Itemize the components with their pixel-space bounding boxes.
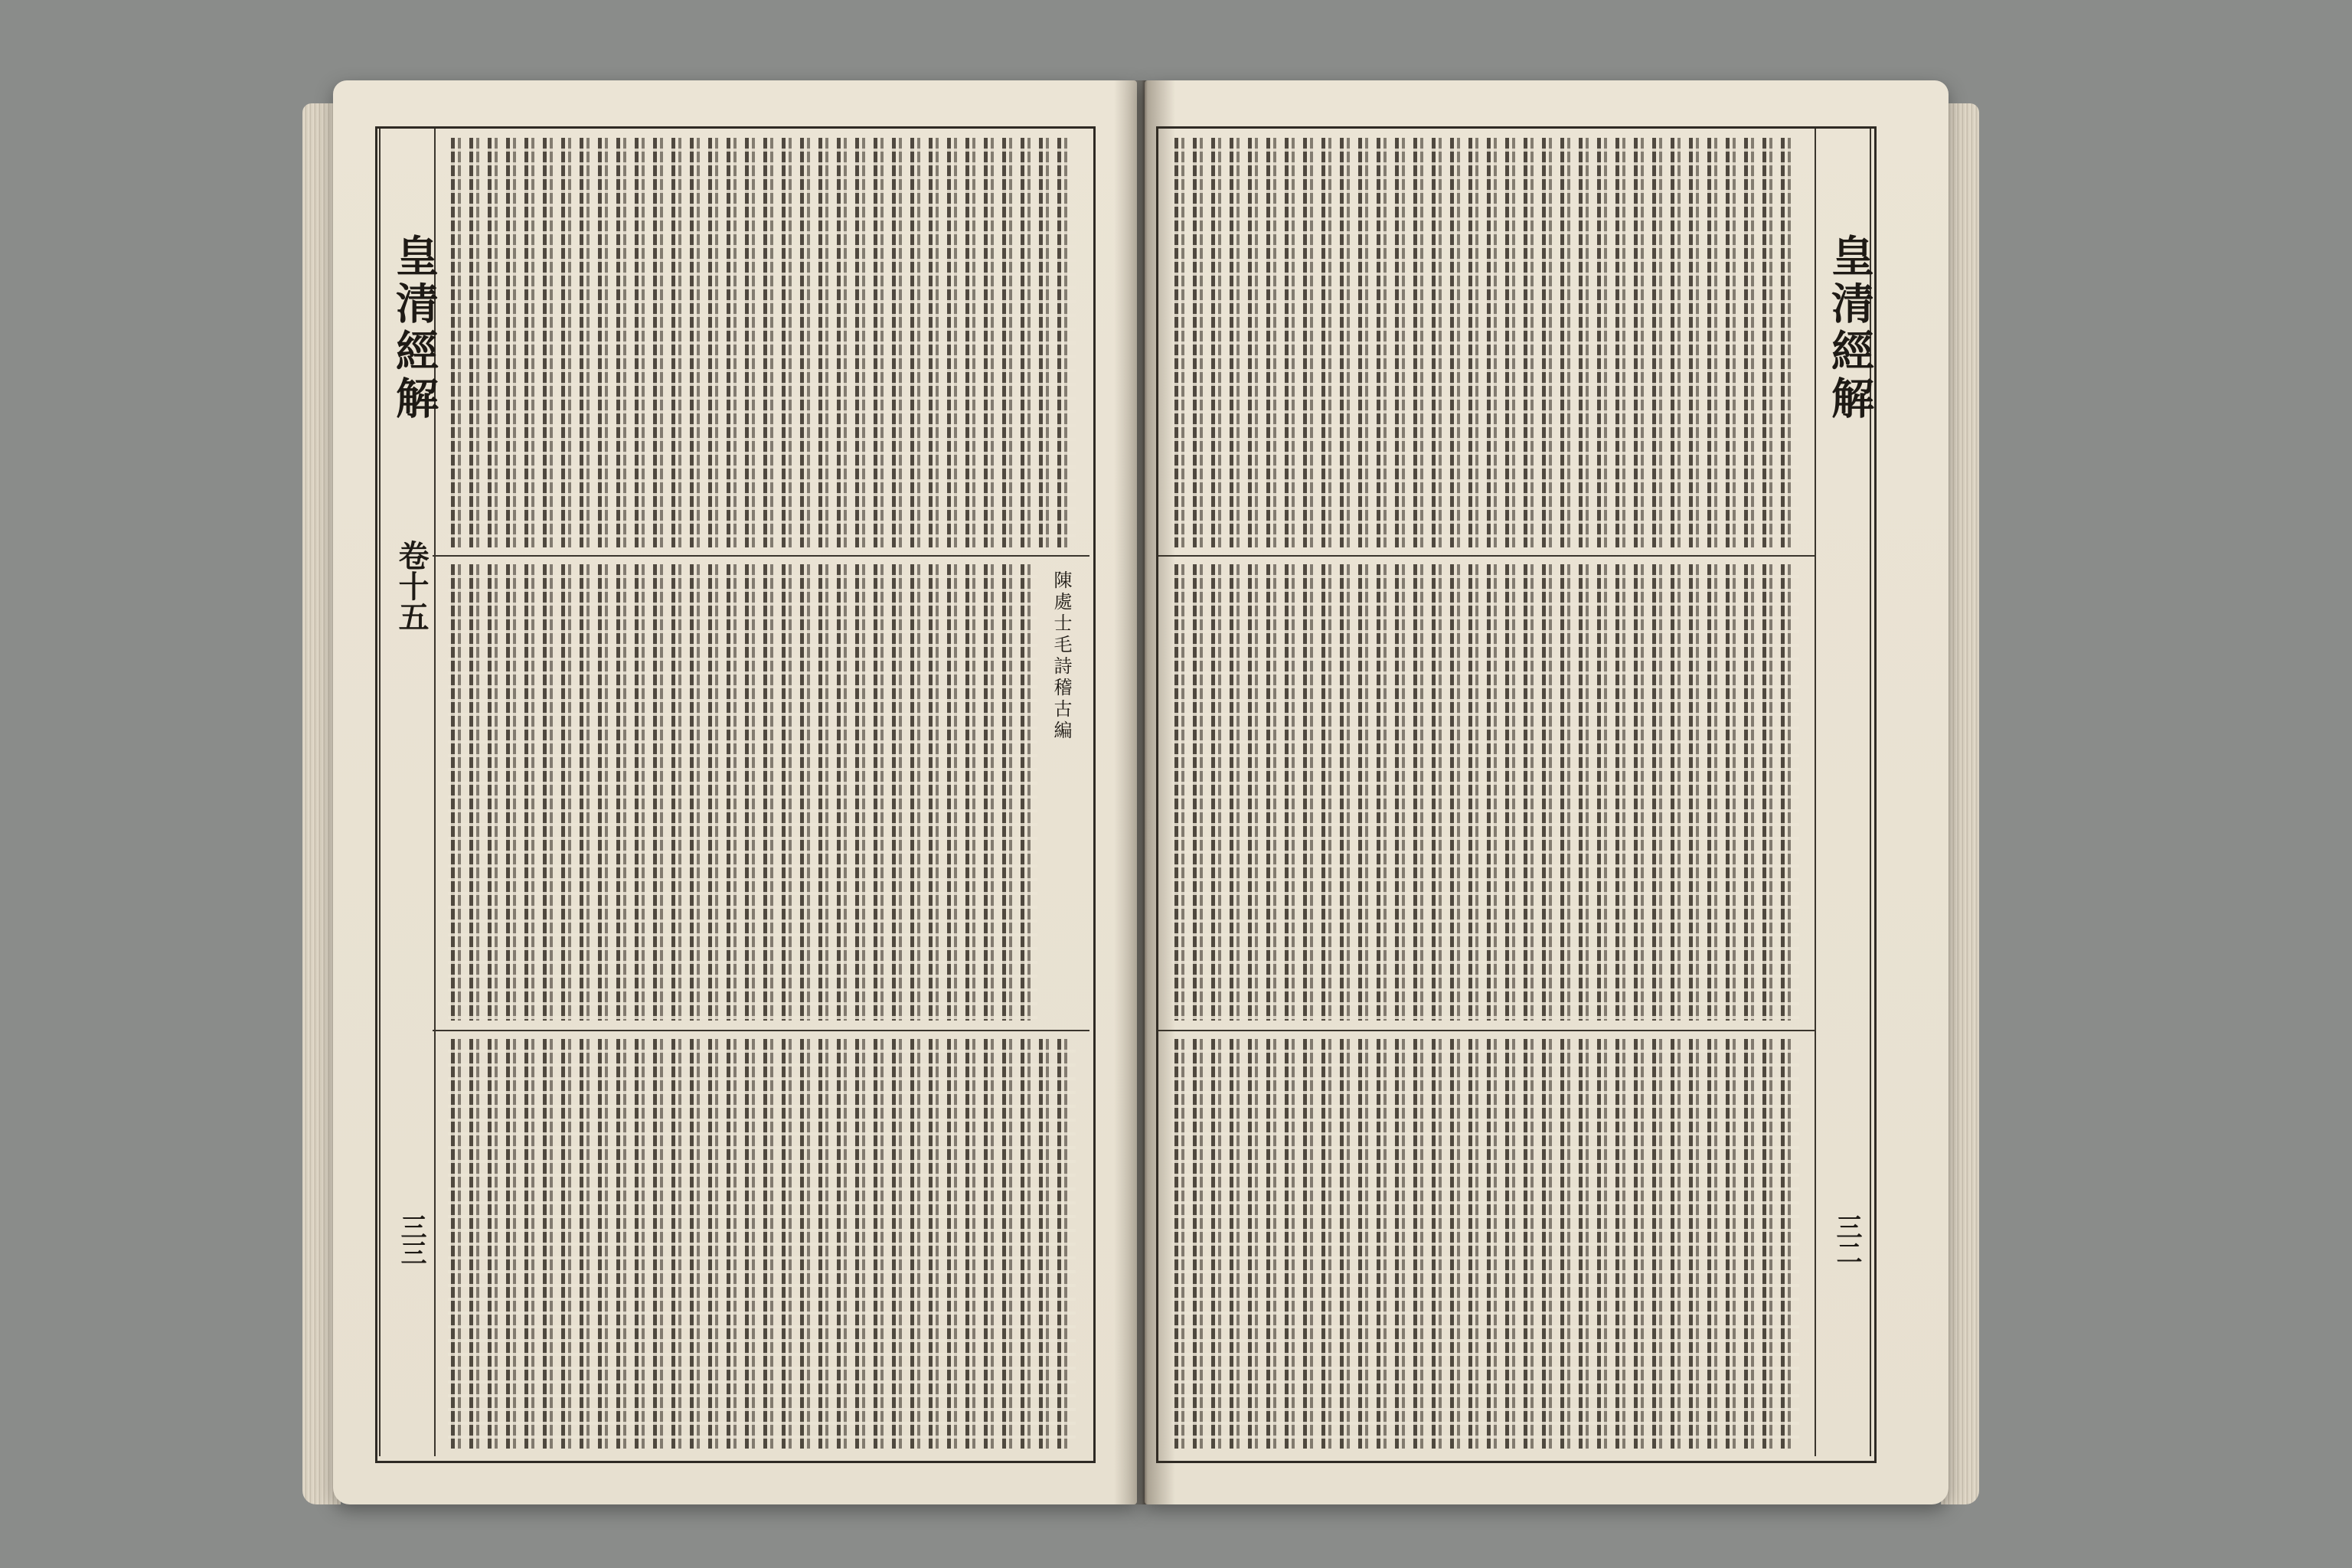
right-register-1 <box>1158 555 1815 557</box>
right-text-block-middle <box>1171 564 1799 1021</box>
left-page <box>333 80 1137 1504</box>
left-register-2 <box>433 1030 1089 1031</box>
left-text-block-bottom <box>448 1039 1076 1449</box>
left-text-block-top <box>448 138 1076 547</box>
left-text-block-middle <box>448 564 1037 1021</box>
right-text-block-bottom <box>1171 1039 1799 1449</box>
right-banxin-page-number: 三二 <box>1831 1214 1862 1266</box>
left-register-1 <box>433 555 1089 557</box>
left-author-line: 陳處士毛詩稽古編 <box>1050 570 1072 742</box>
open-book <box>302 80 1979 1512</box>
left-banxin-volume: 卷十五 <box>394 540 430 632</box>
right-banxin-title: 皇清經解 <box>1824 234 1875 423</box>
left-banxin-page-number: 三三 <box>396 1214 426 1266</box>
left-banxin-title: 皇清經解 <box>389 234 439 423</box>
right-page <box>1145 80 1949 1504</box>
right-register-2 <box>1158 1030 1815 1031</box>
right-text-block-top <box>1171 138 1799 547</box>
